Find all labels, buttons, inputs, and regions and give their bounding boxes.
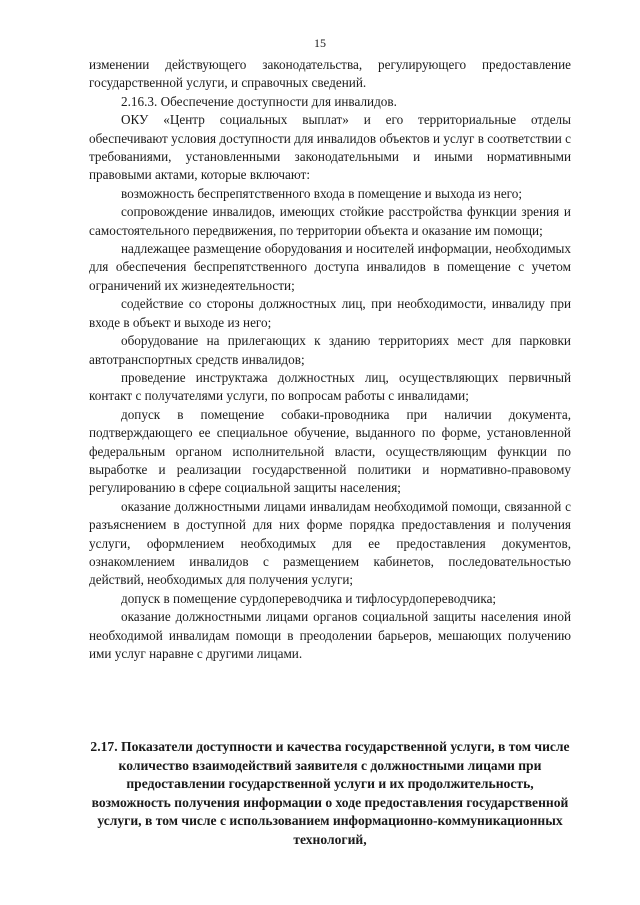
list-item: содействие со стороны должностных лиц, при необходимости, инвалиду при входе в объект и выходе из него; <box>89 296 571 330</box>
list-item: проведение инструктажа должностных лиц, осуществляющих первичный контакт с получателями услуги, по вопросам работы с инвалидами; <box>89 369 571 404</box>
paragraph-intro: ОКУ «Центр социальных выплат» и его территориальные отделы обеспечивают условия доступности для инвалидов объектов и услуг в соответствии с требованиями, установленными законодательными и иными нормативными правовыми актами, которые включают: <box>89 112 571 183</box>
list-item: оборудование на прилегающих к зданию территориях мест для парковки автотранспортных средств инвалидов; <box>89 333 571 367</box>
paragraph-continuation: изменении действующего законодательства, регулирующего предоставление государственной услуги, и справочных сведений. <box>89 57 571 91</box>
section-heading: 2.17. Показатели доступности и качества государственной услуги, в том числе количество взаимодействий заявителя с должностными лицами при предоставлении государственной услуги и их продолжительность, возможность получения информации о ходе предоставления государственной услуги, в том числе с использованием информационно-коммуникационных технологий, <box>90 739 570 847</box>
list-item: оказание должностными лицами инвалидам необходимой помощи, связанной с разъяснением в доступной для них форме порядка предоставления и получения услуги, оформлением необходимых для ее предоставления документов, ознакомлением инвалидов с размещением кабинетов, последовательностью действий, необходимых для получения услуги; <box>89 498 571 588</box>
page-number: 15 <box>314 36 326 50</box>
list-item: допуск в помещение сурдопереводчика и тифлосурдопереводчика; <box>121 590 497 606</box>
list-item: оказание должностными лицами органов социальной защиты населения иной необходимой инвалидам помощи в преодолении барьеров, мешающих получению ими услуг наравне с другими лицами. <box>89 609 571 661</box>
list-item: возможность беспрепятственного входа в помещение и выхода из него; <box>121 185 523 201</box>
list-item: допуск в помещение собаки-проводника при наличии документа, подтверждающего ее специальное обучение, выданного по форме, установленной федеральным органом исполнительной власти, осуществляющим функции по выработке и реализации государственной политики и нормативно-правовому регулированию в сфере социальной защиты населения; <box>89 406 571 496</box>
list-item: сопровождение инвалидов, имеющих стойкие расстройства функции зрения и самостоятельного передвижения, по территории объекта и оказание им помощи; <box>89 204 571 238</box>
list-item: надлежащее размещение оборудования и носителей информации, необходимых для обеспечения беспрепятственного доступа инвалидов в помещение с учетом ограничений их жизнедеятельности; <box>89 241 571 293</box>
subsection-title: 2.16.3. Обеспечение доступности для инвалидов. <box>121 93 397 109</box>
body-text <box>89 56 571 663</box>
